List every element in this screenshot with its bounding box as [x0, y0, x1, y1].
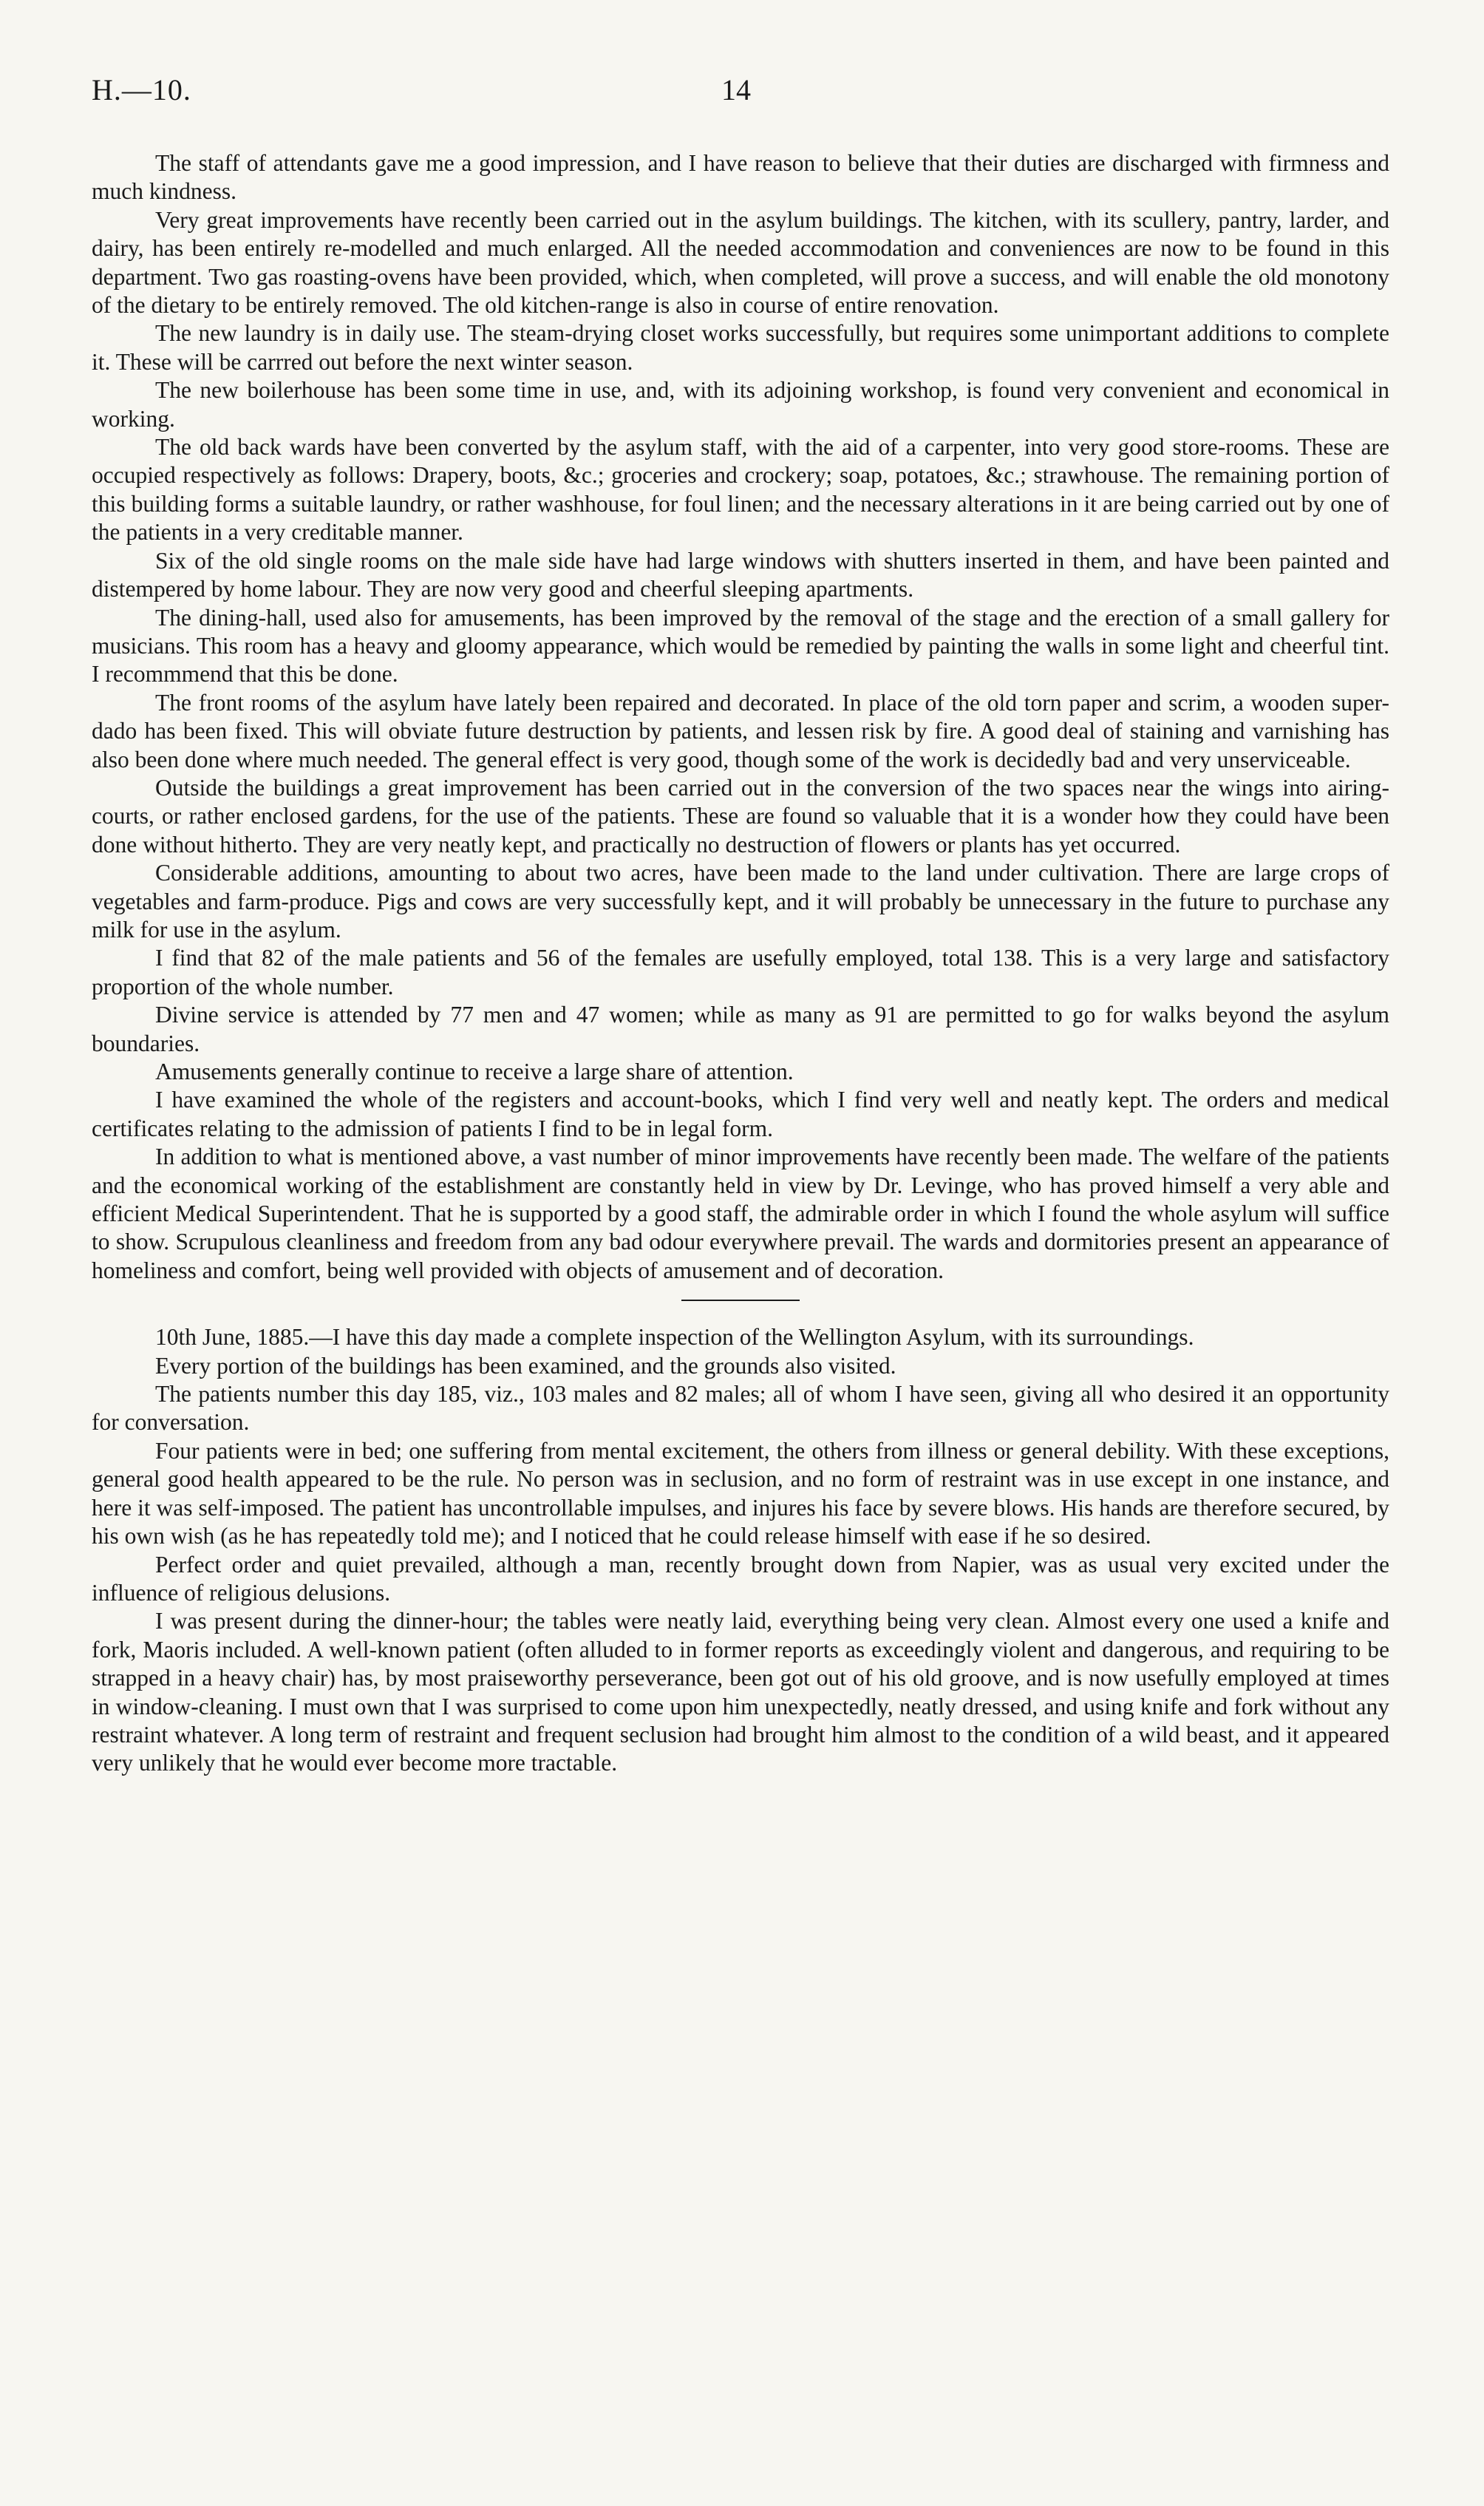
- paragraph: Outside the buildings a great improvement has been carried out in the conversion of the two spaces near the wings into airing-courts, or rather enclosed gardens, for the use of the patients. These are found so valuable that it is a wonder how they could have been done without hitherto. They are very neatly kept, and practically no destruction of flowers or plants has yet occurred.: [92, 774, 1389, 858]
- page-number: 14: [721, 73, 751, 106]
- document-reference: H.—10.: [92, 73, 191, 106]
- paragraph: Divine service is attended by 77 men and 47 women; while as many as 91 are permitted to go for walks beyond the asylum boundaries.: [92, 1002, 1389, 1056]
- paragraph: The dining-hall, used also for amusements, has been improved by the removal of the stage and the erection of a small gallery for musicians. This room has a heavy and gloomy appearance, which would be remedied by painting the walls in some light and cheerful tint. I recommmend that this be done.: [92, 604, 1389, 687]
- paragraph: I find that 82 of the male patients and 56 of the females are usefully employed, total 138. This is a very large and satisfactory proportion of the whole number.: [92, 945, 1389, 999]
- paragraph: The new boilerhouse has been some time in use, and, with its adjoining workshop, is found very convenient and economical in working.: [92, 377, 1389, 432]
- paragraph: I was present during the dinner-hour; the tables were neatly laid, everything being very clean. Almost every one used a knife and fork, Maoris included. A well-known patient (often alluded to in former reports as exceedingly violent and dangerous, and requiring to be strapped in a heavy chair) has, by most praiseworthy perseverance, been got out of his old groove, and is now usefully employed at times in window-cleaning. I must own that I was surprised to come upon him unexpectedly, neatly dressed, and using knife and fork without any restraint whatever. A long term of restraint and frequent seclusion had brought him almost to the condition of a wild beast, and it appeared very unlikely that he would ever become more tractable.: [92, 1608, 1389, 1776]
- paragraph: The front rooms of the asylum have lately been repaired and decorated. In place of the old torn paper and scrim, a wooden super-dado has been fixed. This will obviate future destruction by patients, and lessen risk by fire. A good deal of staining and varnishing has also been done where much needed. The general effect is very good, though some of the work is decidedly bad and very unserviceable.: [92, 689, 1389, 772]
- paragraph: I have examined the whole of the registers and account-books, which I find very well and neatly kept. The orders and medical certificates relating to the admission of patients I find to be in legal form.: [92, 1087, 1389, 1141]
- paragraph: The new laundry is in daily use. The steam-drying closet works successfully, but requires some unimportant additions to complete it. These will be carrred out before the next winter season.: [92, 320, 1389, 375]
- section-divider: [681, 1300, 800, 1301]
- section-june-1885-report: [92, 1323, 1389, 1778]
- paragraph: Six of the old single rooms on the male side have had large windows with shutters inserted in them, and have been painted and distempered by home labour. They are now very good and cheerful sleeping apartments.: [92, 547, 1389, 602]
- paragraph: Amusements generally continue to receive a large share of attention.: [155, 1059, 794, 1084]
- paragraph: In addition to what is mentioned above, a vast number of minor improvements have recently been made. The welfare of the patients and the economical working of the establishment are constantly held in view by Dr. Levinge, who has proved himself a very able and efficient Medical Superintendent. That he is supported by a good staff, the admirable order in which I found the whole asylum will suffice to show. Scrupulous cleanliness and freedom from any bad odour everywhere prevail. The wards and dormitories present an appearance of homeliness and comfort, being well provided with objects of amusement and of decoration.: [92, 1144, 1389, 1283]
- section-previous-report: [92, 149, 1389, 1285]
- paragraph-dated-entry: 10th June, 1885.—I have this day made a complete inspection of the Wellington Asylum, with its surroundings.: [155, 1324, 1194, 1351]
- paragraph: Every portion of the buildings has been examined, and the grounds also visited.: [155, 1352, 896, 1379]
- page-header: [92, 72, 1392, 117]
- paragraph: The patients number this day 185, viz., 103 males and 82 males; all of whom I have seen, giving all who desired it an opportunity for conversation.: [92, 1381, 1389, 1436]
- paragraph: Considerable additions, amounting to about two acres, have been made to the land under cultivation. There are large crops of vegetables and farm-produce. Pigs and cows are very successfully kept, and it will probably be unnecessary in the future to purchase any milk for use in the asylum.: [92, 860, 1389, 943]
- paragraph: Perfect order and quiet prevailed, although a man, recently brought down from Napier, was as usual very excited under the influence of religious delusions.: [92, 1551, 1389, 1606]
- paragraph: The old back wards have been converted by the asylum staff, with the aid of a carpenter, into very good store-rooms. These are occupied respectively as follows: Drapery, boots, &c.; groceries and crockery; soap, potatoes, &c.; strawhouse. The remaining portion of this building forms a suitable laundry, or rather washhouse, for foul linen; and the necessary alterations in it are being carried out by one of the patients in a very creditable manner.: [92, 434, 1389, 546]
- paragraph: Very great improvements have recently been carried out in the asylum buildings. The kitchen, with its scullery, pantry, larder, and dairy, has been entirely re-modelled and much enlarged. All the needed accommodation and conveniences are now to be found in this department. Two gas roasting-ovens have been provided, which, when completed, will prove a success, and will enable the old monotony of the dietary to be entirely removed. The old kitchen-range is also in course of entire renovation.: [92, 206, 1389, 319]
- report-body: [92, 149, 1389, 1778]
- paragraph: Four patients were in bed; one suffering from mental excitement, the others from illness or general debility. With these exceptions, general good health appeared to be the rule. No person was in seclusion, and no form of restraint was in use except in one instance, and here it was self-imposed. The patient has uncontrollable impulses, and injures his face by severe blows. His hands are therefore secured, by his own wish (as he has repeatedly told me); and I noticed that he could release himself with ease if he so desired.: [92, 1437, 1389, 1549]
- paragraph: The staff of attendants gave me a good impression, and I have reason to believe that their duties are discharged with firmness and much kindness.: [92, 150, 1389, 205]
